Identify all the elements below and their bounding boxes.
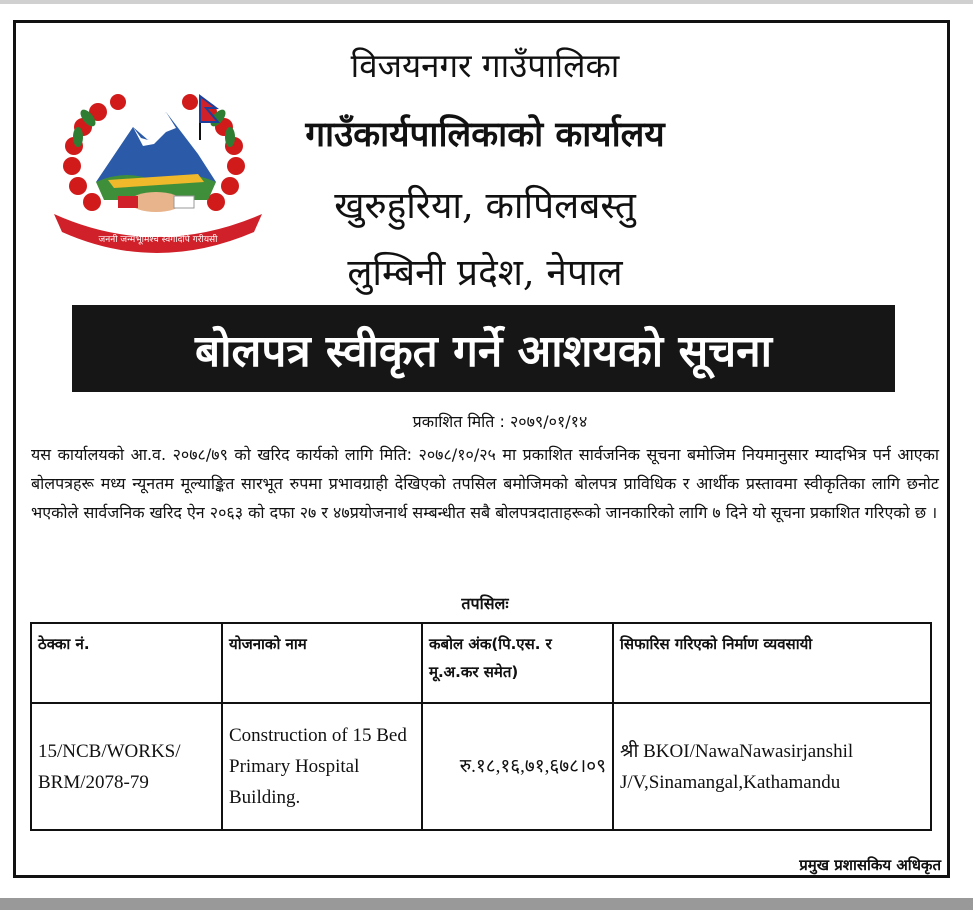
cell-contractor: श्री BKOI/NawaNawasirjanshil J/V,Sinamangal,Kathamandu	[613, 703, 931, 830]
bottom-bar	[0, 898, 973, 910]
header-project-name: योजनाको नाम	[222, 623, 422, 703]
nepal-emblem-icon	[48, 82, 272, 262]
schedule-title: तपसिलः	[461, 594, 509, 613]
notice-body: यस कार्यालयको आ.व. २०७८/७९ को खरिद कार्यको लागि मिति: २०७८/१०/२५ मा प्रकाशित सार्वजनिक सूचना बमोजिम नियमानुसार म्यादभित्र पर्न आएका बोलपत्रहरू मध्य न्यूनतम मूल्याङ्कित सारभूत रुपमा प्रभावग्राही देखिएको तपसिल बमोजिमको बोलपत्र प्राविधिक र आर्थीक प्रस्तावमा स्वीकृतिका लागि छनोट भएकोले सार्वजनिक खरिद ऐन २०६३ को दफा २७ र ४७प्रयोजनार्थ सम्बन्धीत सबै बोलपत्रदाताहरूको जानकारिको लागि ७ दिने यो सूचना प्रकाशित गरिएको छ ।	[31, 445, 939, 522]
cell-contract-no: 15/NCB/WORKS/ BRM/2078-79	[31, 703, 222, 830]
cell-bid-amount: रु.१८,१६,७१,६७८।०९	[422, 703, 613, 830]
contract-table	[30, 622, 932, 831]
municipality-name: विजयनगर गाउँपालिका	[350, 46, 620, 85]
table-header-row	[31, 623, 931, 703]
header-recommended-contractor: सिफारिस गरिएको निर्माण व्यवसायी	[613, 623, 931, 703]
signatory-title: प्रमुख प्रशासकिय अधिकृत	[799, 856, 941, 874]
notice-title: बोलपत्र स्वीकृत गर्ने आशयको सूचना	[194, 325, 773, 377]
office-name: गाउँकार्यपालिकाको कार्यालय	[305, 115, 665, 155]
office-location: खुरुहुरिया, कापिलबस्तु	[334, 184, 636, 227]
notice-title-banner	[72, 305, 895, 392]
header-bid-amount: कबोल अंक(पि.एस. र मू.अ.कर समेत)	[422, 623, 613, 703]
svg-text:जननी जन्मभूमिश्च स्वर्गादपि गर: जननी जन्मभूमिश्च स्वर्गादपि गरीयसी	[98, 235, 218, 245]
published-date: प्रकाशित मिति : २०७९/०१/१४	[412, 412, 588, 431]
top-rule	[0, 0, 973, 4]
province-country: लुम्बिनी प्रदेश, नेपाल	[347, 251, 623, 294]
cell-project-name: Construction of 15 Bed Primary Hospital Building.	[222, 703, 422, 830]
table-row	[31, 703, 931, 830]
header-contract-no: ठेक्का नं.	[31, 623, 222, 703]
